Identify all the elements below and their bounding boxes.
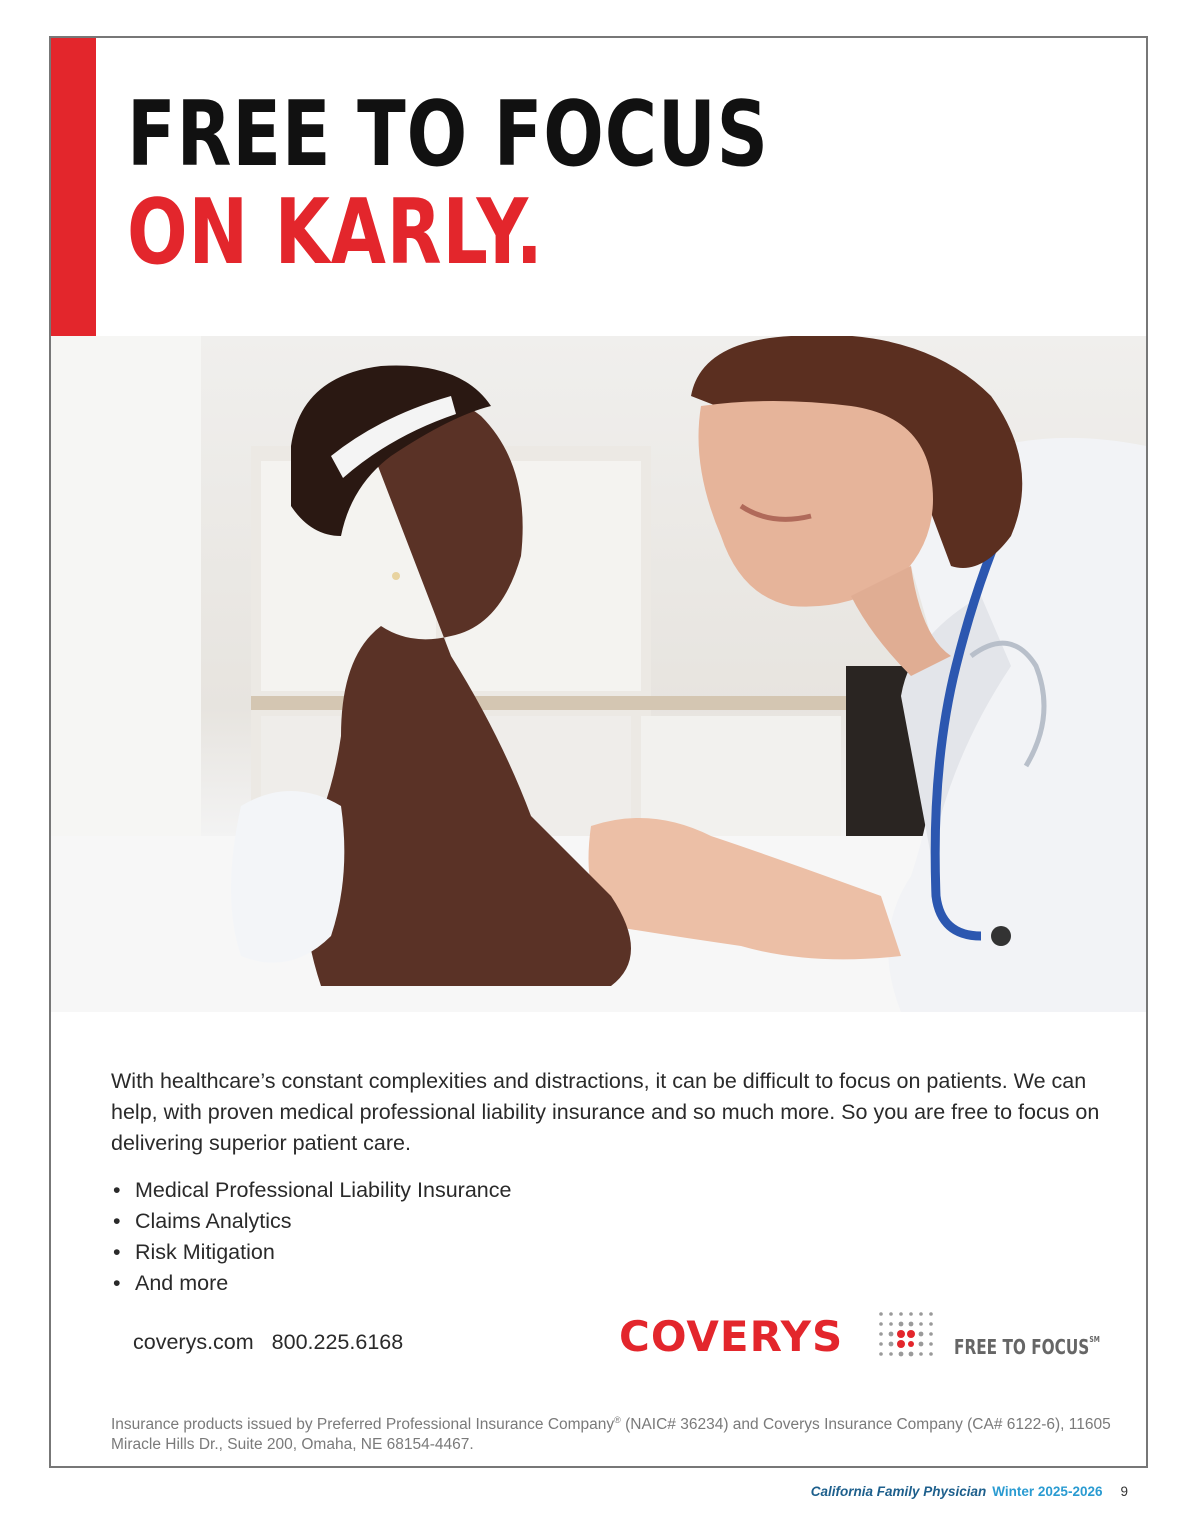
advertisement [49, 36, 1148, 1468]
benefits-list [111, 1175, 511, 1299]
benefit-item-label: Risk Mitigation [135, 1240, 275, 1264]
registered-mark: ® [614, 1415, 621, 1425]
benefit-item-label: Medical Professional Liability Insurance [135, 1178, 512, 1202]
coverys-logo: COVERYS [619, 1312, 844, 1361]
tagline-text: FREE TO FOCUS [954, 1335, 1090, 1359]
page-footer [811, 1484, 1128, 1499]
benefit-item: • Medical Professional Liability Insurance [113, 1178, 512, 1202]
benefit-item: • Risk Mitigation [113, 1240, 275, 1264]
contact-info [133, 1330, 403, 1355]
service-mark: SM [1089, 1335, 1100, 1344]
benefit-item: • Claims Analytics [113, 1209, 292, 1233]
benefit-item: • And more [113, 1271, 229, 1295]
coverys-dot-grid-icon [877, 1310, 937, 1364]
headline-line-2: ON KARLY. [127, 180, 544, 285]
coverys-tagline [954, 1335, 1100, 1359]
fine-print-part-2: (NAIC# 36234) and Coverys Insurance Company (CA# 6122-6), 11605 Miracle Hills Dr., Suite 200, Omaha, NE 68154-4467. [111, 1416, 1111, 1454]
red-accent-bar [51, 38, 96, 336]
benefit-item-label: Claims Analytics [135, 1209, 292, 1233]
body-copy: With healthcare’s constant complexities and distractions, it can be difficult to focus on patients. We can help, with proven medical professional liability insurance and so much more. So you are free to focus on delivering superior patient care. [111, 1069, 1100, 1155]
phone-number: 800.225.6168 [271, 1330, 404, 1354]
headline [127, 82, 769, 285]
website-link[interactable]: coverys.com [133, 1330, 254, 1354]
page-number: 9 [1120, 1484, 1128, 1499]
magazine-name: California Family Physician [810, 1484, 987, 1499]
fine-print-part-1: Insurance products issued by Preferred Professional Insurance Company [111, 1416, 615, 1434]
legal-fine-print [111, 1410, 1141, 1455]
benefit-item-label: And more [135, 1271, 229, 1295]
issue-date: Winter 2025-2026 [992, 1484, 1103, 1499]
headline-line-1: FREE TO FOCUS [127, 82, 769, 187]
ad-photo-doctor-and-baby [51, 336, 1146, 1012]
